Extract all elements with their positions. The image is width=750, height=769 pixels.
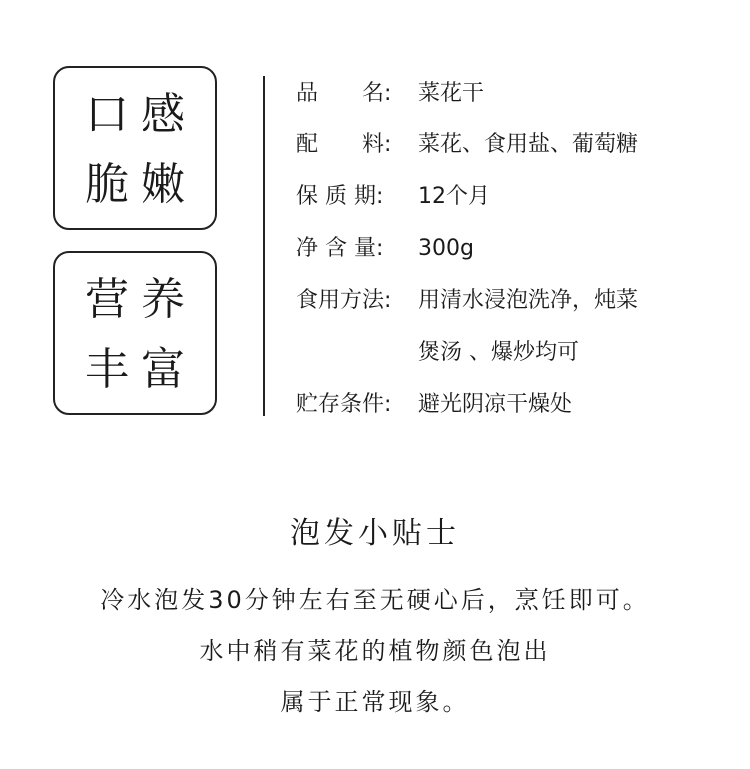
spec-row-ingredients [296,125,638,165]
spec-value: 菜花干 [418,81,485,106]
tips-line: 水中稍有菜花的植物颜色泡出 [199,637,551,665]
spec-row-usage [296,281,638,321]
spec-row-storage [296,385,572,425]
badge-text: 营养 [85,274,197,325]
tips-title: 泡发小贴士 [290,516,460,551]
badge-text: 口感 [85,89,197,140]
spec-value: 12个月 [418,184,490,209]
spec-label: 食用方法: [296,288,392,313]
spec-label: 贮存条件: [296,392,392,417]
badge-crisp-tender [53,66,217,230]
spec-value: 用清水浸泡洗净，炖菜 [418,288,639,313]
badge-rich-nutrition [53,251,217,415]
spec-label: 保 质 期: [296,184,384,209]
spec-value: 煲汤 、爆炒均可 [418,340,579,365]
spec-row-net-weight [296,229,474,269]
spec-label: 净 含 量: [296,236,384,261]
badge-text: 丰富 [85,344,197,395]
spec-row-shelf-life [296,177,490,217]
vertical-divider [263,76,265,416]
spec-value: 避光阴凉干燥处 [418,392,573,417]
tips-line: 冷水泡发30分钟左右至无硬心后，烹饪即可。 [100,586,650,614]
spec-row-usage-cont [296,333,579,373]
tips-line: 属于正常现象。 [280,688,470,716]
spec-label: 品 名: [296,81,392,106]
spec-value: 300g [418,236,474,261]
spec-label: 配 料: [296,132,392,157]
badge-text: 脆嫩 [85,159,197,210]
spec-value: 菜花、食用盐、葡萄糖 [418,132,639,157]
spec-row-name [296,74,484,114]
